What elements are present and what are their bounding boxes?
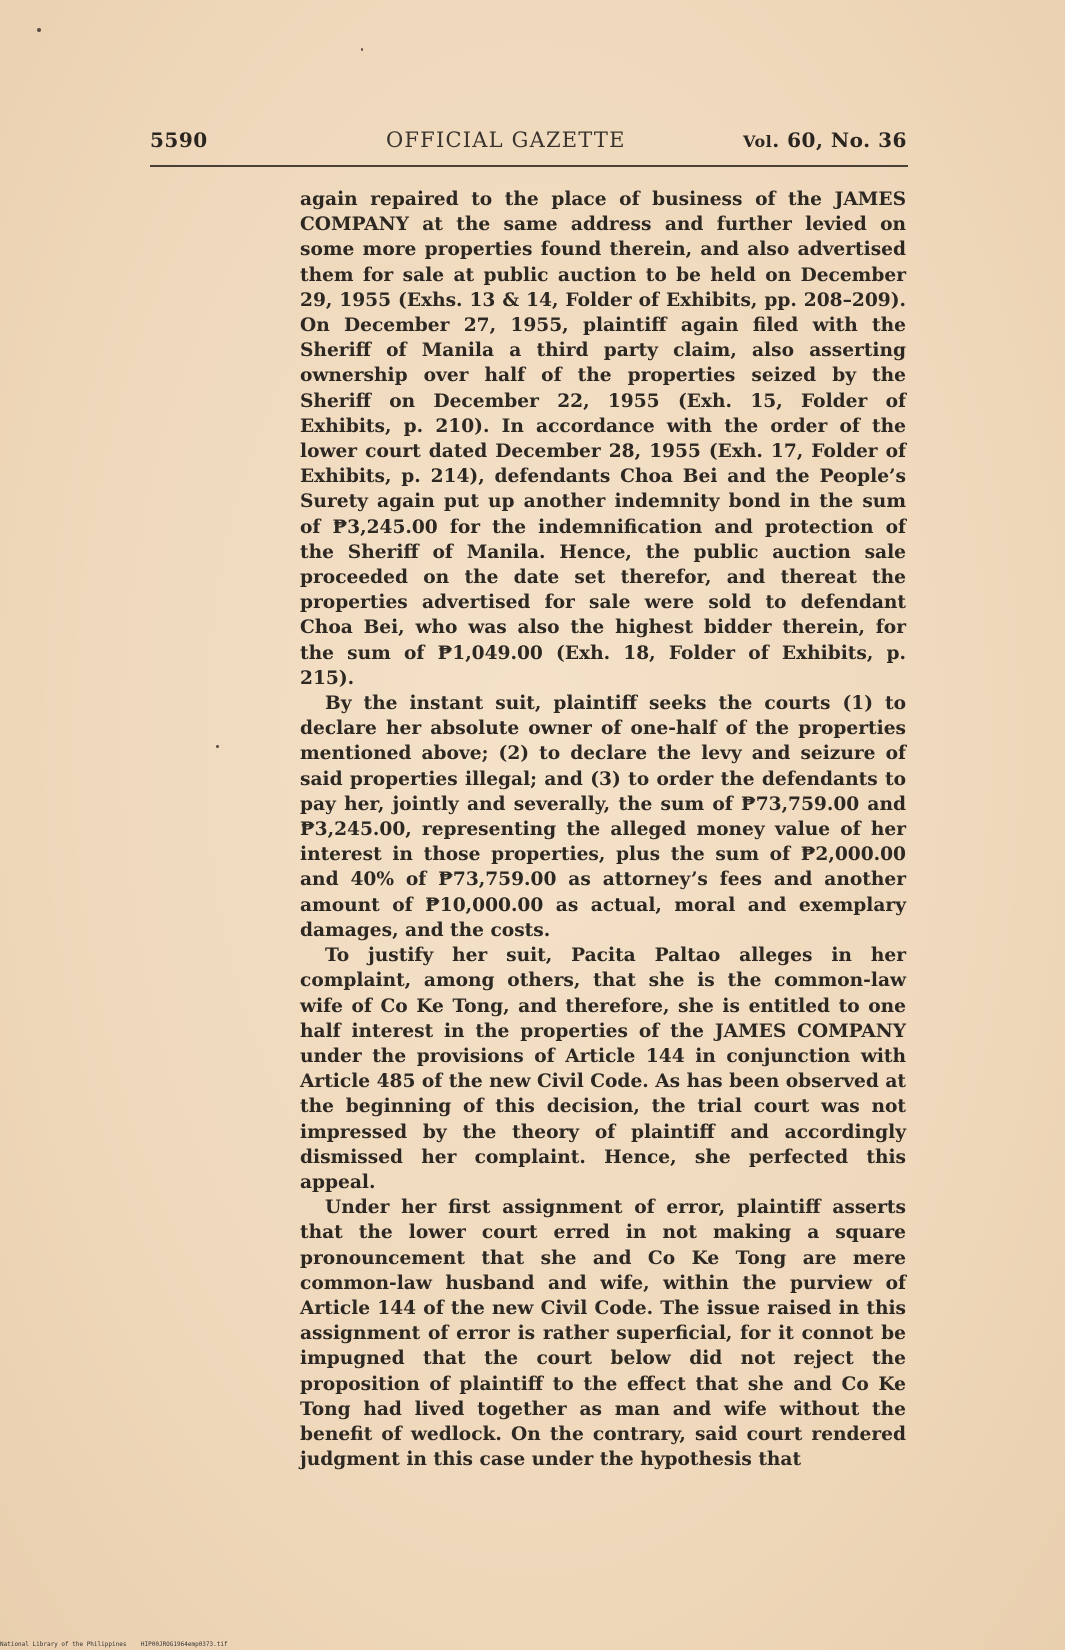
- archive-label: National Library of the Philippines: [0, 1641, 127, 1648]
- scan-speck: [361, 48, 363, 51]
- volume-number: . 60, No. 36: [772, 128, 907, 152]
- volume-issue: [743, 128, 907, 152]
- scan-speck: [216, 745, 219, 748]
- article-body: [300, 187, 906, 1472]
- scan-speck: [37, 28, 41, 32]
- paragraph-instant-suit: By the instant suit, plaintiff seeks the courts (1) to declare her absolute owner of one-half of the properties mentioned above; (2) to declare the levy and seizure of said properties illegal; and (3) to order the defendants to pay her, jointly and severally, the sum of ₱73,759.00 and ₱3,245.00, representing the alleged money value of her interest in those properties, plus the sum of ₱2,000.00 and 40% of ₱73,759.00 as attorney’s fees and another amount of ₱10,000.00 as actual, moral and exemplary damages, and the costs.: [300, 693, 906, 941]
- page-number: 5590: [150, 128, 208, 152]
- publication-title: OFFICIAL GAZETTE: [386, 128, 626, 152]
- volume-prefix: Vol: [743, 132, 773, 151]
- paragraph-first-assignment: Under her first assignment of error, plaintiff asserts that the lower court erred in not making a square pronouncement that she and Co Ke Tong are mere common-law husband and wife, within the purview of Article 144 of the new Civil Code. The issue raised in this assignment of error is rather superficial, for it connot be impugned that the court below did not reject the proposition of plaintiff to the effect that she and Co Ke Tong had lived together as man and wife without the benefit of wedlock. On the contrary, said court rendered judgment in this case under the hypothesis that: [300, 1197, 906, 1471]
- scan-file-name: HIP00JROG1964emp0373.tif: [140, 1641, 228, 1648]
- paragraph-continuation: again repaired to the place of business of the JAMES COMPANY at the same address and further levied on some more properties found therein, and also advertised them for sale at public auction to be held on December 29, 1955 (Exhs. 13 & 14, Folder of Exhibits, pp. 208–209). On December 27, 1955, plaintiff again filed with the Sheriff of Manila a third party claim, also asserting ownership over half of the properties seized by the Sheriff on December 22, 1955 (Exh. 15, Folder of Exhibits, p. 210). In accordance with the order of the lower court dated December 28, 1955 (Exh. 17, Folder of Exhibits, p. 214), defendants Choa Bei and the People’s Surety again put up another indemnity bond in the sum of ₱3,245.00 for the indemnification and protection of the Sheriff of Manila. Hence, the public auction sale proceeded on the date set therefor, and thereat the properties advertised for sale were sold to defendant Choa Bei, who was also the highest bidder therein, for the sum of ₱1,049.00 (Exh. 18, Folder of Exhibits, p. 215).: [300, 189, 906, 689]
- header-divider: [150, 165, 908, 167]
- scan-footer: [0, 1641, 228, 1648]
- paragraph-justification: To justify her suit, Pacita Paltao alleges in her complaint, among others, that she is the common-law wife of Co Ke Tong, and therefore, she is entitled to one half interest in the properties of the JAMES COMPANY under the provisions of Article 144 in conjunction with Article 485 of the new Civil Code. As has been observed at the beginning of this decision, the trial court was not impressed by the theory of plaintiff and accordingly dismissed her complaint. Hence, she perfected this appeal.: [300, 945, 906, 1193]
